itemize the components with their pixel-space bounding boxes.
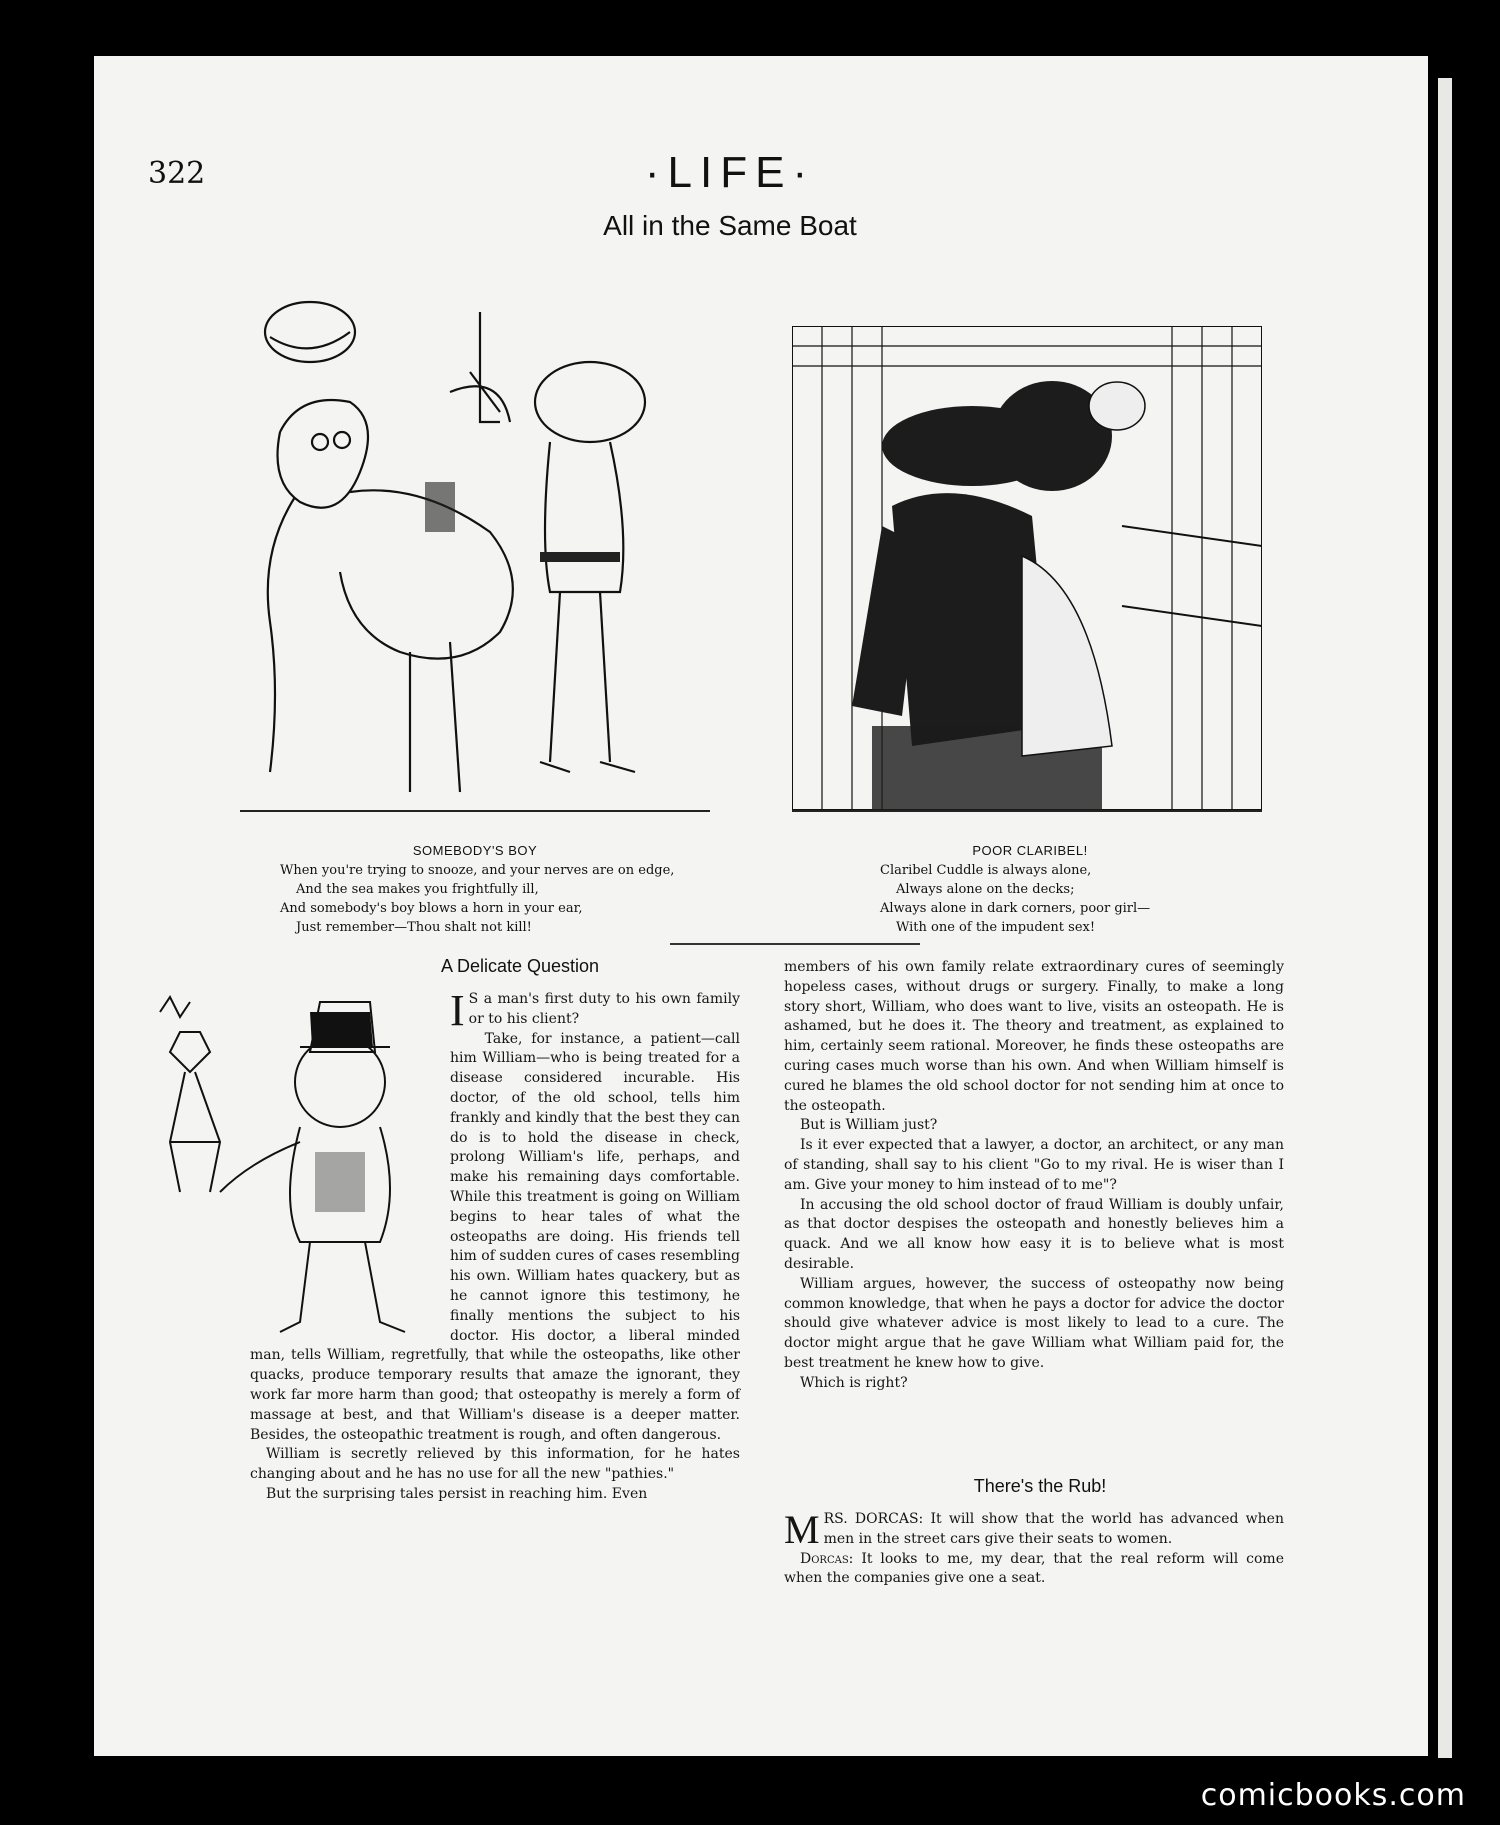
verse-line: Always alone on the decks; xyxy=(896,882,1075,897)
cartoon-illustration-left xyxy=(240,292,710,810)
verse-line: And somebody's boy blows a horn in your ear, xyxy=(280,901,583,916)
paragraph: William argues, however, the success of osteopathy now being common knowledge, that when he pays a doctor for advice the doctor should give whatever advice is most likely to lead to a cure. The doctor might argue that he gave William what William paid for, the best treatment he knew how to give. xyxy=(784,1275,1284,1371)
paragraph: But is William just? xyxy=(800,1117,938,1134)
dialogue-line: It will show that the world has advanced when men in the street cars give their seats to women. xyxy=(823,1511,1284,1547)
article-title-delicate-question: A Delicate Question xyxy=(440,956,600,976)
watermark: comicbooks.com xyxy=(1200,1778,1466,1813)
paragraph: Which is right? xyxy=(800,1374,908,1391)
caption-title-left: SOMEBODY'S BOY xyxy=(412,843,538,858)
verse-line: And the sea makes you frightfully ill, xyxy=(296,882,539,897)
paragraph: But the surprising tales persist in reaching him. Even xyxy=(266,1485,648,1502)
speaker-dorcas: Dorcas: xyxy=(800,1550,854,1567)
verse-line: When you're trying to snooze, and your nerves are on edge, xyxy=(280,863,675,878)
masthead: ·LIFE· xyxy=(644,148,816,197)
paragraph: S a man's first duty to his own family or to his client? xyxy=(468,991,740,1027)
paragraph: Take, for instance, a patient—call him William—who is being treated for a disease considered incurable. His doctor, of the old school, tells him frankly and kindly that the best they can do is to hold the disease in check, prolong William's life, perhaps, and make his remaining days comfortable. While this treatment is going on William begins to hear tales of what the osteopaths are doing. His friends tell him of sudden cures of cases resembling his own. William hates quackery, but as he cannot ignore this testimony, he finally mentions the subject to his doctor. His doctor, a liberal minded man, tells William, regretfully, that while the osteopaths, like other quacks, produce temporary results that amaze the ignorant, they work far more harm than good; that osteopathy is merely a form of massage at best, and that William's disease is a deeper matter. Besides, the osteopathic treatment is rough, and often dangerous. xyxy=(250,1030,740,1443)
paragraph: members of his own family relate extraordinary cures of seemingly hopeless cases, without drugs or surgery. Finally, to make a long story short, William, who does want to live, visits an osteopath. He is ashamed, but he does it. The theory and treatment, as explained to him, certainly seem rational. Moreover, he finds these osteopaths are curing cases much worse than his own. And when William himself is cured he blames the old school doctor for not sending him at once to the osteopath. xyxy=(784,959,1284,1114)
cartoon-somebodys-boy xyxy=(240,292,710,812)
speaker-mrs-dorcas: RS. DORCAS: xyxy=(823,1511,924,1527)
article-rub-text xyxy=(784,1507,1284,1589)
dropcap: I xyxy=(450,986,465,1035)
verse-line: With one of the impudent sex! xyxy=(896,920,1096,935)
page-headline: All in the Same Boat xyxy=(603,210,857,241)
dialogue-line: It looks to me, my dear, that the real reform will come when the companies give one a seat. xyxy=(784,1550,1284,1587)
verse-right xyxy=(880,861,1150,937)
caption-title-right: POOR CLARIBEL! xyxy=(972,843,1088,858)
verse-left xyxy=(280,861,674,937)
cartoon-illustration-right xyxy=(792,326,1262,810)
article-title-theres-the-rub: There's the Rub! xyxy=(973,1476,1107,1496)
article-column-right xyxy=(784,958,1284,1394)
cartoon-poor-claribel xyxy=(792,326,1262,812)
verse-line: Just remember—Thou shalt not kill! xyxy=(296,920,532,935)
verse-line: Claribel Cuddle is always alone, xyxy=(880,863,1092,878)
divider-rule xyxy=(670,943,920,945)
paragraph: In accusing the old school doctor of fraud William is doubly unfair, as that doctor despises the osteopath and honestly believes him a quack. And we all know how easy it is to believe what is most desirable. xyxy=(784,1196,1284,1272)
article-column-left xyxy=(250,986,740,1590)
verse-line: Always alone in dark corners, poor girl— xyxy=(880,901,1151,916)
paragraph: Is it ever expected that a lawyer, a doctor, an architect, or any man of standing, shall say to his client "Go to my rival. He is wiser than I am. Give your money to him instead of to me"? xyxy=(784,1137,1284,1193)
page-number: 322 xyxy=(148,156,206,191)
facing-page-edge xyxy=(1438,78,1452,1758)
dropcap: M xyxy=(784,1507,820,1552)
paragraph: William is secretly relieved by this information, for he hates changing about and he has no use for all the new "pathies." xyxy=(250,1446,740,1483)
